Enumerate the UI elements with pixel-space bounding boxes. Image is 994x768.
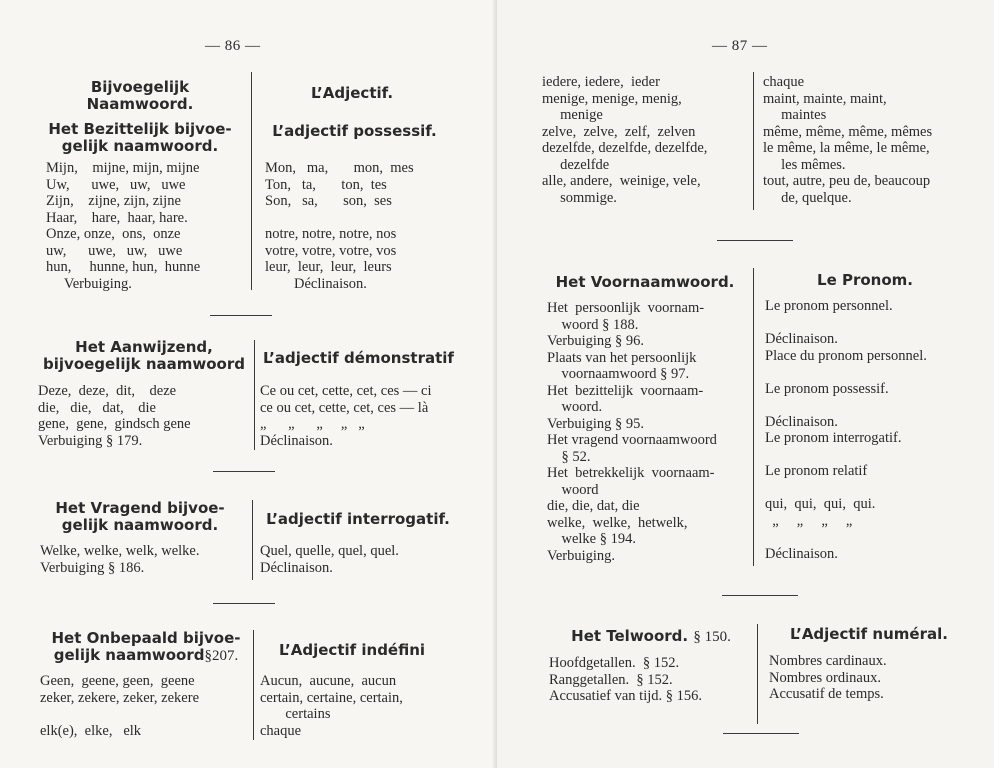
- section-heading-dutch: Het Aanwijzend, bijvoegelijk naamwoord: [43, 338, 245, 373]
- numeral-dutch-list: Hoofdgetallen. § 152. Ranggetallen. § 152. Accusatief van tijd. § 156.: [549, 655, 703, 704]
- indefinite-continued-french: chaque maint, mainte, maint, maintes même, même, même, mêmes le même, la même, le même, les mêmes. tout, autre, peu de, beaucoup de, quelque.: [763, 74, 933, 206]
- section-heading-french: L’adjectif démonstratif: [263, 349, 454, 367]
- indefinite-dutch-forms: Geen, geene, geen, geene zeker, zekere, zeker, zekere elk(e), elke, elk: [40, 673, 200, 739]
- section-heading-dutch: Bijvoegelijk Naamwoord.: [86, 78, 194, 113]
- indefinite-continued-dutch: iedere, iedere, ieder menige, menige, menig, menige zelve, zelve, zelf, zelven dezelfde, dezelfde, dezelfde, dezelfde alle, andere, weinige, vele, sommige.: [542, 74, 708, 206]
- section-heading-french: L’adjectif interrogatif.: [266, 510, 450, 528]
- indefinite-french-forms: Aucun, aucune, aucun certain, certaine, certain, certains chaque: [260, 673, 403, 739]
- demonstrative-french-forms: Ce ou cet, cette, cet, ces — ci ce ou cet, cette, cet, ces — là „ „ „ „ „ Déclinaison.: [260, 383, 432, 449]
- numeral-french-list: Nombres cardinaux. Nombres ordinaux. Accusatif de temps.: [769, 653, 887, 702]
- section-divider: [213, 603, 275, 604]
- column-divider: [254, 340, 255, 450]
- right-page: [497, 0, 994, 768]
- section-heading-french: Le Pronom.: [817, 271, 913, 289]
- column-divider: [252, 500, 253, 580]
- section-heading-dutch: Het Voornaamwoord.: [555, 273, 735, 291]
- section-divider: [722, 595, 798, 596]
- section-heading-dutch: Het Onbepaald bijvoe- gelijk naamwoord§207.: [51, 629, 241, 664]
- pronoun-dutch-list: Het persoonlijk voornam- woord § 188. Verbuiging § 96. Plaats van het persoonlijk voornaamwoord § 97. Het bezittelijk voornaam- woord. Verbuiging § 95. Het vragend voornaamwoord § 52. Het betrekkelijk voornaam- woord die, die, dat, die welke, welke, hetwelk, welke § 194. Verbuiging.: [547, 300, 717, 564]
- section-heading-french: L’Adjectif numéral.: [790, 625, 948, 643]
- subsection-heading-dutch: Het Bezittelijk bijvoe- gelijk naamwoord.: [48, 120, 232, 155]
- section-divider: [723, 733, 799, 734]
- pronoun-french-list: Le pronom personnel. Déclinaison. Place du pronom personnel. Le pronom possessif. Déclinaison. Le pronom interrogatif. Le pronom relatif qui, qui, qui, qui. „ „ „ „ Déclinaison.: [765, 298, 927, 562]
- section-heading-french: L’Adjectif indéfini: [278, 641, 426, 659]
- possessive-french-forms: Mon, ma, mon, mes Ton, ta, ton, tes Son, sa, son, ses notre, notre, notre, nos votre, votre, votre, vos leur, leur, leur, leurs Déclinaison.: [265, 160, 414, 292]
- section-heading-dutch: Het Telwoord. § 150.: [571, 627, 731, 645]
- column-divider: [753, 72, 754, 210]
- demonstrative-dutch-forms: Deze, deze, dit, deze die, die, dat, die gene, gene, gindsch gene Verbuiging § 179.: [38, 383, 191, 449]
- section-heading-dutch: Het Vragend bijvoe- gelijk naamwoord.: [55, 499, 225, 534]
- column-divider: [251, 72, 252, 290]
- column-divider: [253, 630, 254, 740]
- column-divider: [753, 268, 754, 566]
- interrogative-french-forms: Quel, quelle, quel, quel. Déclinaison.: [260, 543, 399, 576]
- subsection-heading-french: L’adjectif possessif.: [272, 122, 437, 140]
- column-divider: [757, 624, 758, 724]
- page-number: — 87 —: [712, 38, 768, 54]
- section-heading-french: L’Adjectif.: [310, 84, 394, 102]
- section-divider: [213, 471, 275, 472]
- possessive-dutch-forms: Mijn, mijne, mijn, mijne Uw, uwe, uw, uwe Zijn, zijne, zijn, zijne Haar, hare, haar, hare. Onze, onze, ons, onze uw, uwe, uw, uwe hun, hunne, hun, hunne Verbuiging.: [46, 160, 201, 292]
- section-divider: [210, 315, 272, 316]
- interrogative-dutch-forms: Welke, welke, welk, welke. Verbuiging § 186.: [40, 543, 200, 576]
- section-divider: [717, 240, 793, 241]
- page-number: — 86 —: [205, 38, 261, 54]
